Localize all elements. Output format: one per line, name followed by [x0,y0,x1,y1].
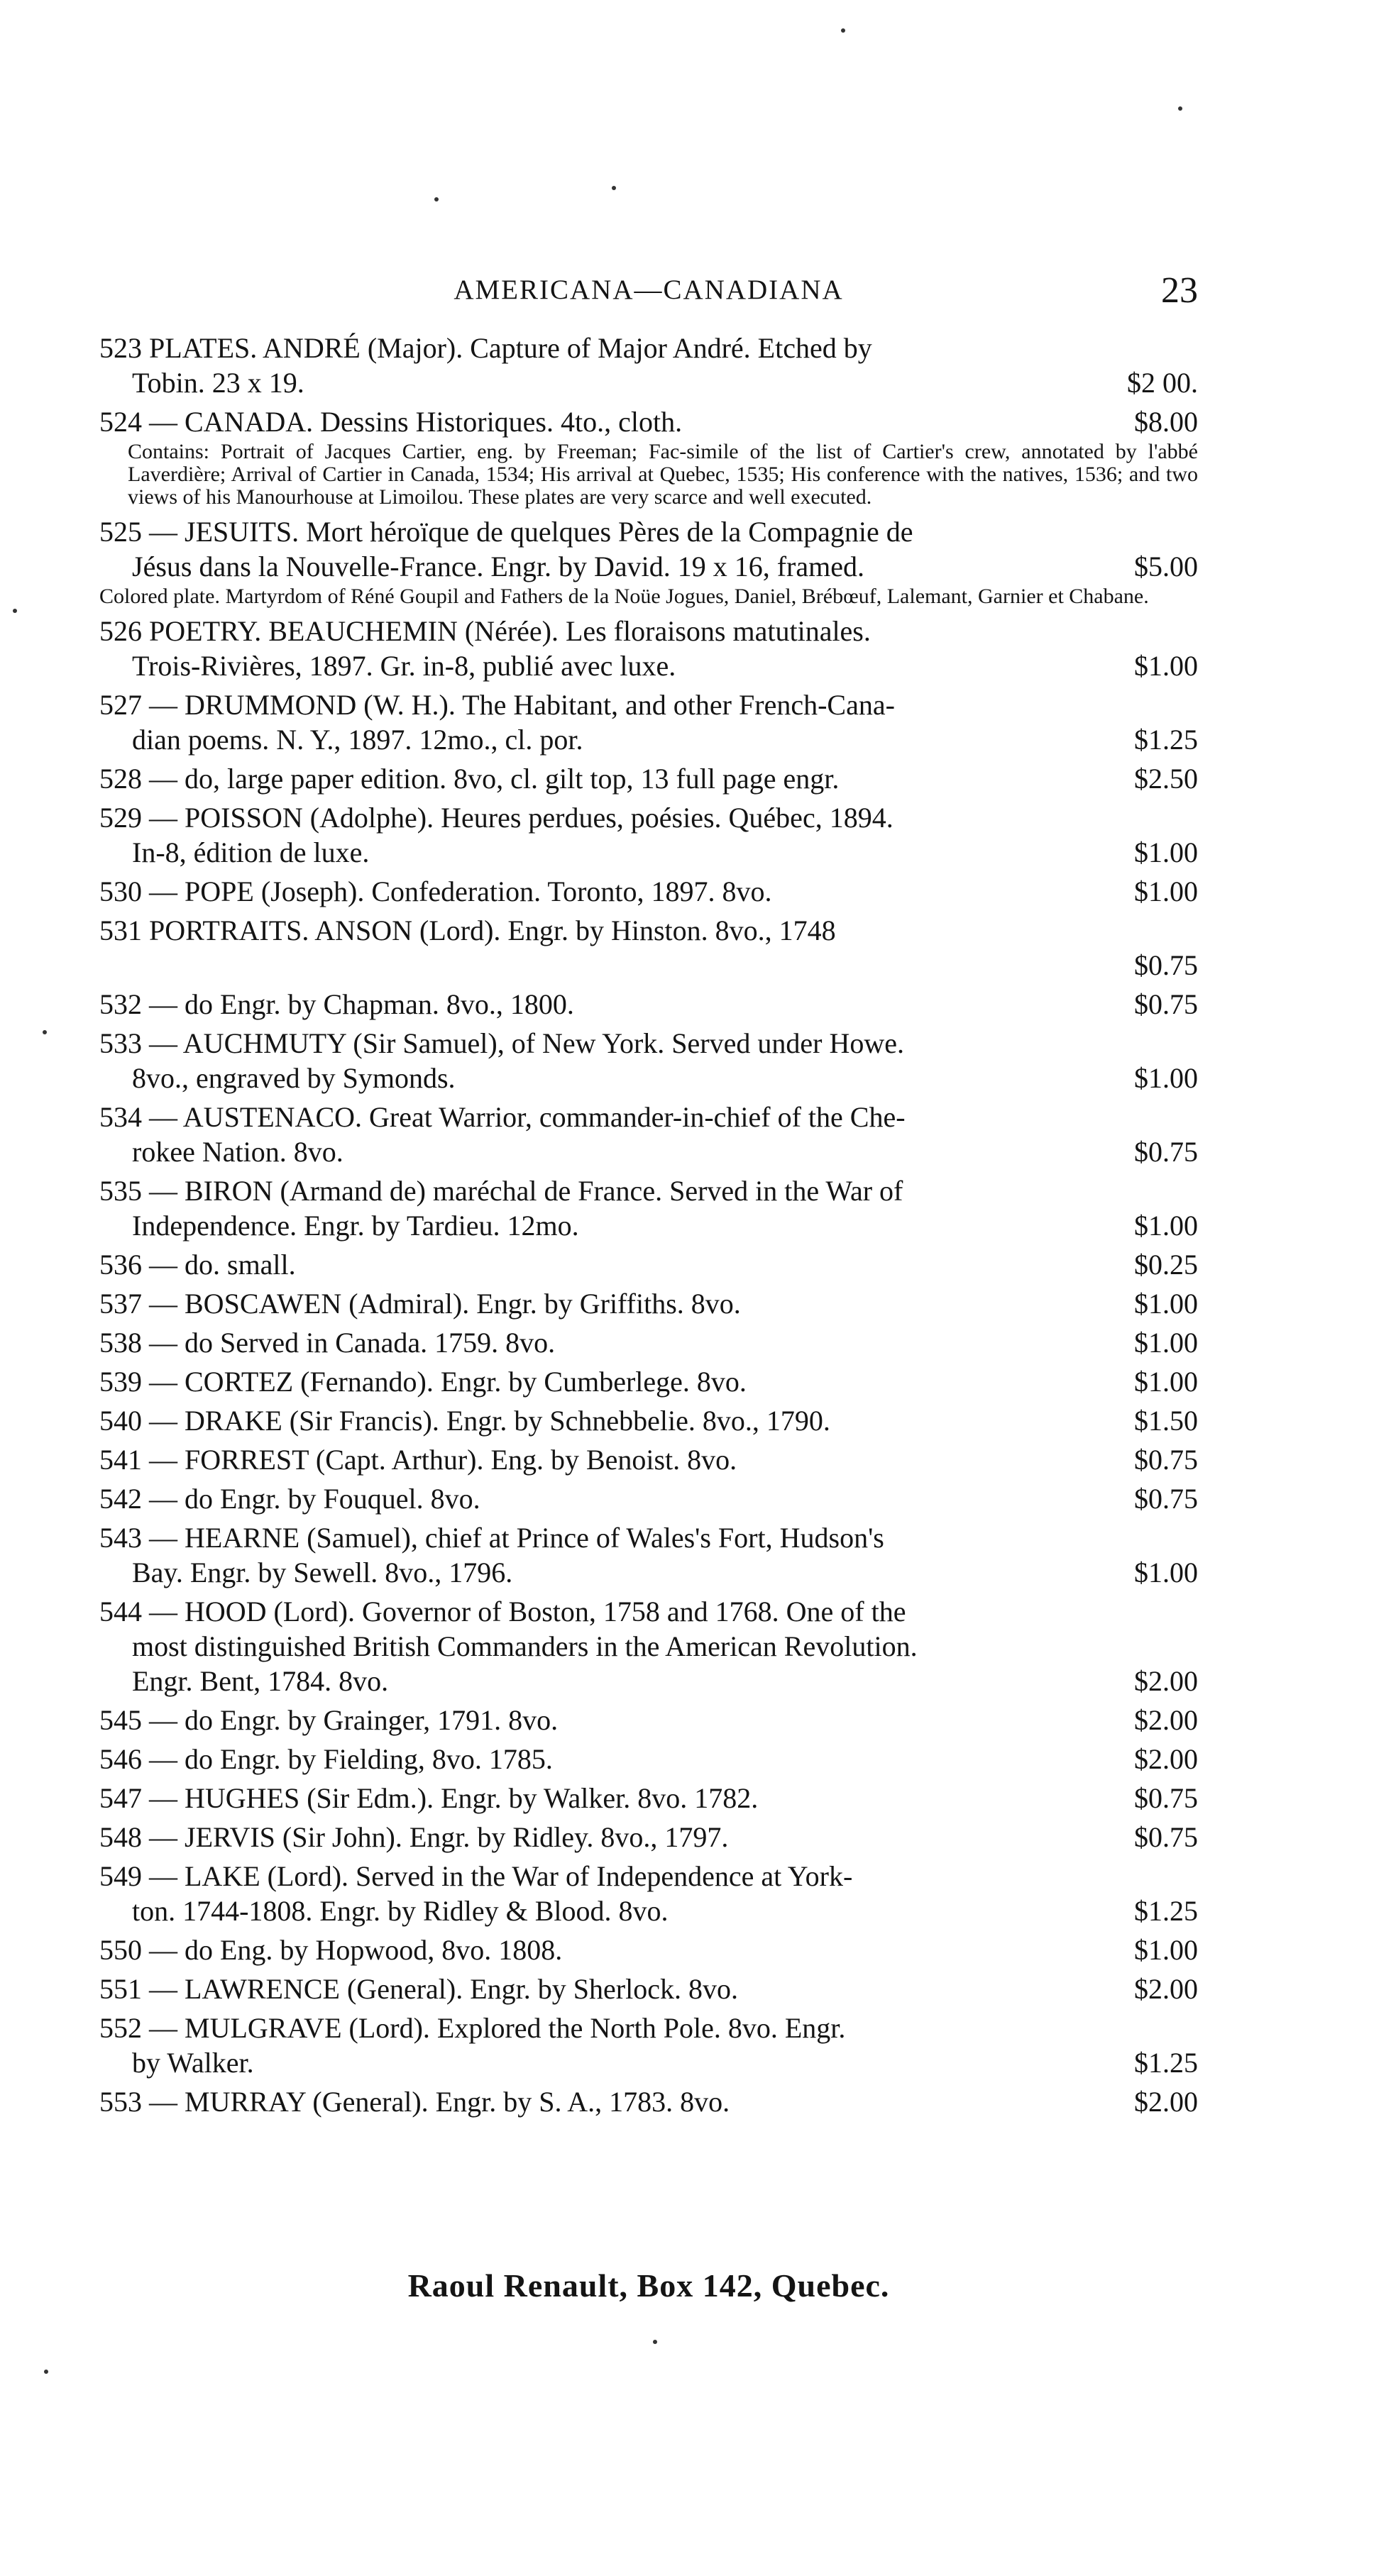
entry-line [99,1820,1198,1854]
ink-speck [1178,106,1182,111]
catalogue-entry [99,331,1198,400]
entry-line [99,614,1198,648]
entry-text: 541 — FORREST (Capt. Arthur). Eng. by Benoist. 8vo. [99,1444,737,1476]
catalogue-entry [99,874,1198,909]
ink-speck [653,2340,657,2344]
catalogue-entry [99,1933,1198,1967]
entry-text: 539 — CORTEZ (Fernando). Engr. by Cumberlege. 8vo. [99,1366,747,1398]
entry-line [99,1364,1198,1399]
entry-price: $0.75 [1134,1444,1198,1476]
entry-note: Colored plate. Martyrdom of Réné Goupil and Fathers de la Noüe Jogues, Daniel, Brébœuf, Lalemant, Garnier et Chabane. [99,585,1149,608]
entry-price: $1.50 [1134,1405,1198,1437]
entry-line [99,1781,1198,1815]
entry-line [99,1933,1198,1967]
entry-price: $0.75 [1134,949,1198,981]
entry-text: 551 — LAWRENCE (General). Engr. by Sherlock. 8vo. [99,1973,738,2005]
entry-text: 546 — do Engr. by Fielding, 8vo. 1785. [99,1743,553,1775]
ink-speck [43,1030,47,1034]
entry-line [99,2045,1198,2080]
entry-price: $1.00 [1134,1327,1198,1359]
entry-text: 540 — DRAKE (Sir Francis). Engr. by Schnebbelie. 8vo., 1790. [99,1405,830,1437]
entry-price: $2 00. [1127,367,1198,399]
catalogue-entry [99,1247,1198,1282]
entry-text: 532 — do Engr. by Chapman. 8vo., 1800. [99,988,574,1020]
entry-text: Independence. Engr. by Tardieu. 12mo. [132,1210,579,1242]
entry-price: $2.00 [1134,2086,1198,2118]
entry-text: 536 — do. small. [99,1249,296,1281]
page-header [99,270,1198,319]
entry-line [99,1442,1198,1477]
ink-speck [434,197,439,201]
entry-text: 8vo., engraved by Symonds. [132,1062,456,1094]
entry-line [99,1481,1198,1516]
entry-text: 528 — do, large paper edition. 8vo, cl. gilt top, 13 full page engr. [99,763,840,795]
catalogue-entry [99,800,1198,870]
entry-line [99,1173,1198,1208]
entry-text: 526 POETRY. BEAUCHEMIN (Nérée). Les floraisons matutinales. [99,615,871,647]
entry-line [99,648,1198,683]
entry-line [99,1594,1198,1629]
ink-speck [612,186,616,190]
entry-price: $1.00 [1134,1934,1198,1966]
entry-text: 545 — do Engr. by Grainger, 1791. 8vo. [99,1704,559,1736]
entry-line [99,835,1198,870]
entry-text: 533 — AUCHMUTY (Sir Samuel), of New York. Served under Howe. [99,1027,904,1059]
entry-line [99,987,1198,1022]
ink-speck [841,28,845,33]
entry-text: 542 — do Engr. by Fouquel. 8vo. [99,1483,480,1515]
entry-line [99,549,1198,584]
entry-text: rokee Nation. 8vo. [132,1136,343,1168]
catalogue-entry [99,1742,1198,1776]
entry-text: In-8, édition de luxe. [132,836,370,868]
entry-line [99,1703,1198,1737]
entry-text: Tobin. 23 x 19. [132,367,304,399]
entry-line [99,1555,1198,1590]
catalogue-entry [99,1100,1198,1169]
entry-text: 535 — BIRON (Armand de) maréchal de France. Served in the War of [99,1175,903,1207]
entry-line [99,1134,1198,1169]
entry-line [99,1664,1198,1698]
catalogue-entry [99,1442,1198,1477]
entry-price: $0.25 [1134,1249,1198,1281]
entry-text: Bay. Engr. by Sewell. 8vo., 1796. [132,1557,513,1588]
entry-price: $0.75 [1134,1483,1198,1515]
catalogue-entry [99,1520,1198,1590]
entry-price: $5.00 [1134,551,1198,582]
catalogue-entries [99,331,1198,2123]
entry-line [99,1894,1198,1928]
entry-price: $8.00 [1134,406,1198,438]
entry-text: 530 — POPE (Joseph). Confederation. Toronto, 1897. 8vo. [99,875,772,907]
entry-price: $1.25 [1134,1895,1198,1927]
entry-price: $0.75 [1134,1136,1198,1168]
entry-text: 548 — JERVIS (Sir John). Engr. by Ridley. 8vo., 1797. [99,1821,729,1853]
entry-line [99,948,1198,983]
entry-line [99,722,1198,757]
entry-text: 524 — CANADA. Dessins Historiques. 4to., cloth. [99,406,683,438]
catalogue-entry [99,1594,1198,1698]
catalogue-entry [99,1859,1198,1928]
catalogue-entry [99,1173,1198,1243]
catalogue-entry [99,2084,1198,2119]
entry-line [99,2084,1198,2119]
catalogue-entry [99,1364,1198,1399]
entry-text: Jésus dans la Nouvelle-France. Engr. by David. 19 x 16, framed. [132,551,864,582]
entry-price: $2.00 [1134,1973,1198,2005]
entry-text: Trois-Rivières, 1897. Gr. in-8, publié avec luxe. [132,650,676,682]
entry-line [99,2011,1198,2045]
entry-text: 543 — HEARNE (Samuel), chief at Prince of Wales's Fort, Hudson's [99,1522,884,1554]
catalogue-entry [99,687,1198,757]
ink-speck [13,609,17,613]
entry-price: $0.75 [1134,1821,1198,1853]
entry-line [99,1286,1198,1321]
entry-price: $1.25 [1134,2047,1198,2079]
entry-text: 537 — BOSCAWEN (Admiral). Engr. by Griffiths. 8vo. [99,1288,741,1320]
entry-price: $1.00 [1134,836,1198,868]
entry-text: by Walker. [132,2047,254,2079]
entry-text: 529 — POISSON (Adolphe). Heures perdues, poésies. Québec, 1894. [99,802,894,834]
entry-text: 553 — MURRAY (General). Engr. by S. A., 1783. 8vo. [99,2086,730,2118]
entry-line [99,1100,1198,1134]
entry-line [99,1742,1198,1776]
catalogue-entry [99,1972,1198,2006]
entry-text: 523 PLATES. ANDRÉ (Major). Capture of Major André. Etched by [99,332,872,364]
catalogue-entry [99,1820,1198,1854]
entry-price: $2.00 [1134,1665,1198,1697]
catalogue-entry [99,913,1198,983]
running-title: AMERICANA—CANADIANA [453,275,844,305]
page-number: 23 [1161,270,1198,311]
entry-price: $1.00 [1134,1210,1198,1242]
entry-note: Contains: Portrait of Jacques Cartier, eng. by Freeman; Fac-simile of the list of Cartier's crew, annotated by l'abbé Laverdière; Arrival of Cartier in Canada, 1534; His arrival at Quebec, 1535; His conference with the natives, 1536; and two views of his Manourhouse at Limoilou. These plates are very scarce and well executed. [128,440,1198,509]
catalogue-entry [99,1403,1198,1438]
entry-text: 534 — AUSTENACO. Great Warrior, commander-in-chief of the Che- [99,1101,906,1133]
entry-text: 538 — do Served in Canada. 1759. 8vo. [99,1327,556,1359]
entry-line [99,1520,1198,1555]
entry-text: 531 PORTRAITS. ANSON (Lord). Engr. by Hinston. 8vo., 1748 [99,914,836,946]
entry-line [99,687,1198,722]
catalogue-entry [99,1325,1198,1360]
entry-line [99,404,1198,439]
entry-line [99,1026,1198,1061]
entry-text: ton. 1744-1808. Engr. by Ridley & Blood. 8vo. [132,1895,669,1927]
entry-price: $1.00 [1134,875,1198,907]
entry-text: 552 — MULGRAVE (Lord). Explored the North Pole. 8vo. Engr. [99,2012,846,2044]
entry-text: most distinguished British Commanders in the American Revolution. [132,1630,918,1662]
entry-price: $2.00 [1134,1743,1198,1775]
entry-price: $1.25 [1134,724,1198,756]
catalogue-entry [99,1026,1198,1095]
entry-line [99,874,1198,909]
catalogue-entry [99,1286,1198,1321]
publisher-footer: Raoul Renault, Box 142, Quebec. [407,2267,890,2304]
entry-line [99,1403,1198,1438]
entry-text: 525 — JESUITS. Mort héroïque de quelques Pères de la Compagnie de [99,516,913,548]
entry-price: $2.50 [1134,763,1198,795]
entry-text: 527 — DRUMMOND (W. H.). The Habitant, and other French-Cana- [99,689,895,721]
entry-text: 550 — do Eng. by Hopwood, 8vo. 1808. [99,1934,563,1966]
entry-line [99,913,1198,948]
catalogue-entry [99,1781,1198,1815]
entry-line [99,365,1198,400]
entry-price: $1.00 [1134,1062,1198,1094]
catalogue-entry [99,614,1198,683]
entry-line [99,1208,1198,1243]
ink-speck [44,2370,48,2374]
catalogue-entry [99,514,1198,608]
entry-line [99,331,1198,365]
entry-line [99,1247,1198,1282]
entry-price: $1.00 [1134,650,1198,682]
entry-text: dian poems. N. Y., 1897. 12mo., cl. por. [132,724,583,756]
entry-price: $2.00 [1134,1704,1198,1736]
entry-price: $1.00 [1134,1366,1198,1398]
entry-price: $0.75 [1134,988,1198,1020]
entry-line [99,761,1198,796]
entry-price: $1.00 [1134,1288,1198,1320]
catalogue-entry [99,2011,1198,2080]
entry-price: $1.00 [1134,1557,1198,1588]
entry-line [99,514,1198,549]
entry-line [99,1629,1198,1664]
entry-line [99,1325,1198,1360]
entry-line [99,1061,1198,1095]
entry-text: 547 — HUGHES (Sir Edm.). Engr. by Walker. 8vo. 1782. [99,1782,759,1814]
catalogue-entry [99,1481,1198,1516]
catalogue-entry [99,1703,1198,1737]
entry-text: 544 — HOOD (Lord). Governor of Boston, 1758 and 1768. One of the [99,1596,906,1627]
entry-text: 549 — LAKE (Lord). Served in the War of Independence at York- [99,1860,853,1892]
entry-price: $0.75 [1134,1782,1198,1814]
entry-text: Engr. Bent, 1784. 8vo. [132,1665,389,1697]
catalogue-entry [99,761,1198,796]
entry-line [99,1859,1198,1894]
entry-line [99,800,1198,835]
catalogue-entry [99,404,1198,509]
entry-line [99,1972,1198,2006]
catalogue-entry [99,987,1198,1022]
